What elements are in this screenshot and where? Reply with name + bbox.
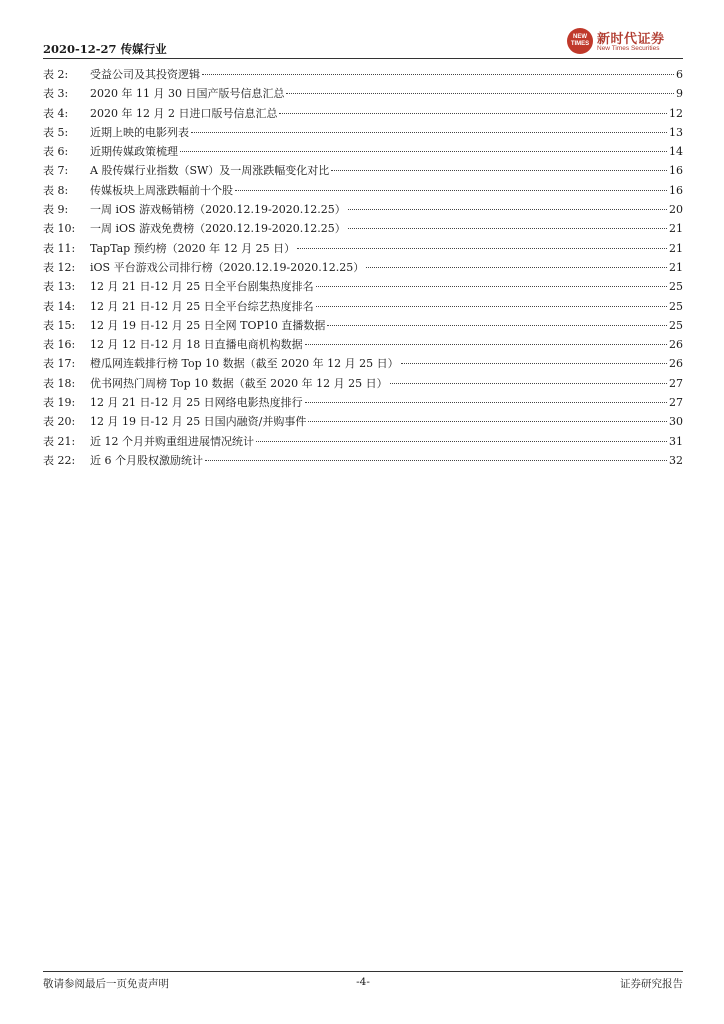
toc-entry-title: 12 月 21 日-12 月 25 日全平台剧集热度排名 [90,280,314,294]
toc-entry-title: 12 月 19 日-12 月 25 日全网 TOP10 直播数据 [90,318,326,332]
toc-entry-title: 12 月 21 日-12 月 25 日网络电影热度排行 [90,396,303,410]
toc-entry-page: 16 [669,164,683,178]
toc-entry-label: 表 8: [43,183,69,197]
toc-entry-leader [202,74,674,75]
toc-entry-title: 12 月 21 日-12 月 25 日全平台综艺热度排名 [90,299,314,313]
logo-company-name: 新时代证券 [597,32,665,47]
toc-entry-leader [286,93,674,94]
toc-entry-page: 27 [669,396,683,410]
toc-entry-label: 表 13: [43,280,76,294]
toc-entry-title: 近期上映的电影列表 [90,125,189,139]
toc-entry[interactable] [43,278,683,297]
toc-entry-leader [279,113,667,114]
toc-entry-label: 表 11: [43,241,76,255]
toc-entry-page: 21 [669,241,683,255]
table-of-tables [43,66,683,471]
toc-entry-title: 12 月 12 日-12 月 18 日直播电商机构数据 [90,338,303,352]
toc-entry-label: 表 19: [43,396,76,410]
toc-entry-title: 12 月 19 日-12 月 25 日国内融资/并购事件 [90,415,307,429]
toc-entry-label: 表 17: [43,357,76,371]
toc-entry-page: 25 [669,318,683,332]
toc-entry[interactable] [43,317,683,336]
toc-entry[interactable] [43,336,683,355]
toc-entry-leader [305,344,667,345]
toc-entry-label: 表 15: [43,318,76,332]
toc-entry-page: 25 [669,299,683,313]
toc-entry-leader [180,151,667,152]
toc-entry-page: 32 [669,453,683,467]
toc-entry-label: 表 10: [43,222,76,236]
toc-entry-leader [366,267,667,268]
toc-entry[interactable] [43,259,683,278]
toc-entry-label: 表 21: [43,434,76,448]
toc-entry-page: 13 [669,125,683,139]
toc-entry[interactable] [43,433,683,452]
toc-entry-page: 21 [669,222,683,236]
toc-entry-title: 优书网热门周榜 Top 10 数据（截至 2020 年 12 月 25 日） [90,376,388,390]
toc-entry-leader [348,228,667,229]
page-number: -4- [356,976,370,988]
toc-entry-title: 近 6 个月股权激励统计 [90,453,203,467]
toc-entry-title: A 股传媒行业指数（SW）及一周涨跌幅变化对比 [90,164,330,178]
toc-entry-title: 2020 年 12 月 2 日进口版号信息汇总 [90,106,278,120]
toc-entry[interactable] [43,182,683,201]
toc-entry[interactable] [43,162,683,181]
logo-badge-line1: NEW [573,34,587,40]
toc-entry[interactable] [43,355,683,374]
toc-entry-label: 表 18: [43,376,76,390]
toc-entry-label: 表 9: [43,203,69,217]
toc-entry-leader [297,248,667,249]
toc-entry-page: 12 [669,106,683,120]
toc-entry-title: 受益公司及其投资逻辑 [90,68,200,81]
toc-entry-leader [308,421,667,422]
toc-entry-page: 26 [669,338,683,352]
logo-badge-icon [567,28,593,54]
toc-entry-label: 表 16: [43,338,76,352]
toc-entry[interactable] [43,66,683,85]
toc-entry-label: 表 20: [43,415,76,429]
toc-entry-leader [235,190,667,191]
logo-badge-line2: TIMES [570,41,590,47]
toc-entry-title: 一周 iOS 游戏免费榜（2020.12.19-2020.12.25） [90,222,346,236]
logo-company-english-name: New Times Securities [597,45,660,52]
toc-entry-label: 表 12: [43,260,76,274]
toc-entry[interactable] [43,124,683,143]
toc-entry-leader [316,286,667,287]
toc-entry-title: 传媒板块上周涨跌幅前十个股 [90,183,233,197]
toc-entry-title: 2020 年 11 月 30 日国产版号信息汇总 [90,87,285,101]
header-date-industry: 2020-12-27 传媒行业 [43,42,167,56]
toc-entry[interactable] [43,375,683,394]
toc-entry-label: 表 22: [43,453,76,467]
toc-entry-leader [401,363,667,364]
toc-entry-page: 6 [676,68,683,81]
toc-entry-page: 31 [669,434,683,448]
toc-entry-leader [205,460,667,461]
toc-entry[interactable] [43,452,683,471]
footer-divider [43,971,683,972]
toc-entry-label: 表 3: [43,87,69,101]
toc-entry-title: 一周 iOS 游戏畅销榜（2020.12.19-2020.12.25） [90,203,346,217]
toc-entry-label: 表 4: [43,106,69,120]
toc-entry-title: iOS 平台游戏公司排行榜（2020.12.19-2020.12.25） [90,260,365,274]
toc-entry-label: 表 6: [43,145,69,159]
toc-entry-page: 26 [669,357,683,371]
page-header [43,0,683,58]
toc-entry[interactable] [43,85,683,104]
toc-entry[interactable] [43,298,683,317]
company-logo [567,26,683,56]
toc-entry-leader [191,132,667,133]
toc-entry-leader [327,325,667,326]
toc-entry-label: 表 14: [43,299,76,313]
toc-entry-title: 近期传媒政策梳理 [90,145,178,159]
footer-report-type: 证券研究报告 [620,978,683,990]
toc-entry-page: 30 [669,415,683,429]
toc-entry-title: 近 12 个月并购重组进展情况统计 [90,434,254,448]
toc-entry-page: 9 [676,87,683,101]
toc-entry-page: 16 [669,183,683,197]
toc-entry-title: TapTap 预约榜（2020 年 12 月 25 日） [90,241,296,255]
toc-entry-page: 14 [669,145,683,159]
toc-entry[interactable] [43,240,683,259]
toc-entry-leader [348,209,667,210]
toc-entry-label: 表 7: [43,164,69,178]
toc-entry-leader [390,383,667,384]
toc-entry-leader [305,402,667,403]
toc-entry-title: 橙瓜网连载排行榜 Top 10 数据（截至 2020 年 12 月 25 日） [90,357,399,371]
toc-entry-label: 表 5: [43,125,69,139]
toc-entry[interactable] [43,413,683,432]
footer-disclaimer-note: 敬请参阅最后一页免责声明 [43,978,169,990]
toc-entry-label: 表 2: [43,68,69,81]
toc-entry[interactable] [43,394,683,413]
toc-entry-page: 25 [669,280,683,294]
toc-entry[interactable] [43,105,683,124]
toc-entry[interactable] [43,220,683,239]
toc-entry-leader [316,306,667,307]
header-divider [43,58,683,59]
toc-entry-page: 21 [669,260,683,274]
toc-entry-leader [331,170,667,171]
toc-entry-page: 27 [669,376,683,390]
toc-entry[interactable] [43,143,683,162]
toc-entry-leader [256,441,667,442]
toc-entry[interactable] [43,201,683,220]
toc-entry-page: 20 [669,203,683,217]
